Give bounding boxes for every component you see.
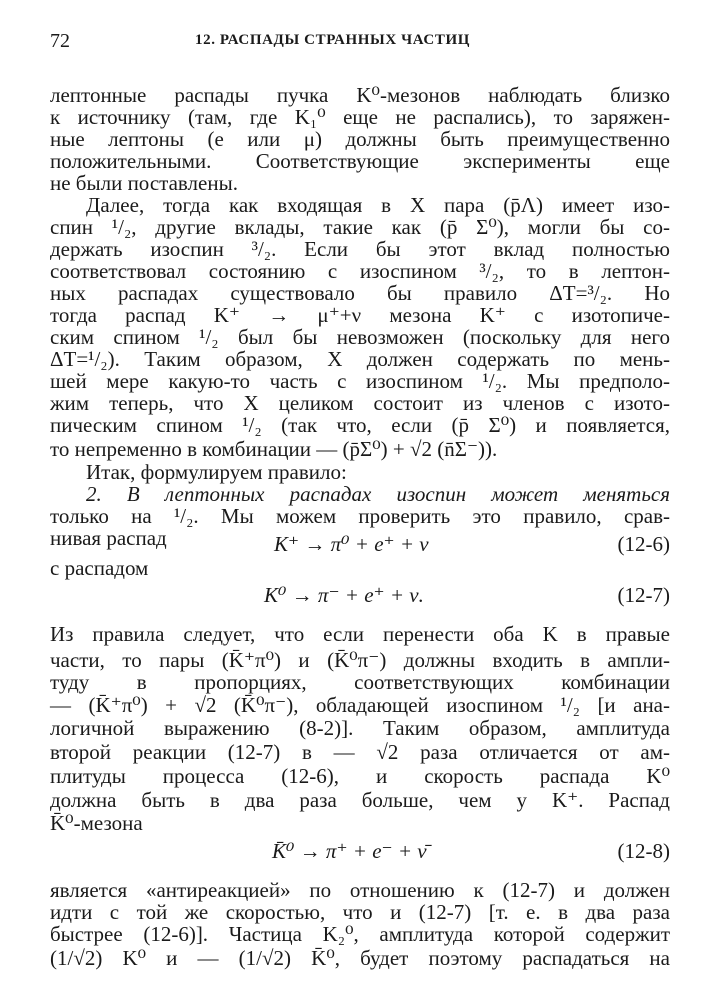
equation-number: (12-6)	[617, 532, 670, 556]
text-line: соответствовал состоянию с изоспином ³/₂, то в лептон-	[50, 259, 670, 283]
text-line: шей мере какую-то часть с изоспином ¹/₂. Мы предполо-	[50, 369, 670, 393]
text-line: Итак, формулируем правило:	[86, 460, 347, 484]
text-line: идти с той же скоростью, что и (12-7) [т. е. в два раза	[50, 900, 670, 924]
equation-12-6	[50, 530, 670, 558]
text-line: положительными. Соответствующие эксперименты еще	[50, 149, 670, 173]
text-line: пическим спином ¹/₂ (так что, если (p̄ Σ⁰) и появляется,	[50, 413, 670, 437]
equation-formula: K⁰ → π⁻ + e⁺ + ν.	[264, 583, 424, 607]
text-line: лептонные распады пучка K⁰-мезонов наблюдать близко	[50, 83, 670, 107]
text-line: быстрее (12-6)]. Частица K₂⁰, амплитуда которой содержит	[50, 922, 670, 946]
text-line: ных распадах существовало бы правило ΔT=³/₂. Но	[50, 281, 670, 305]
text-line: Из правила следует, что если перенести оба K в правые	[50, 622, 670, 646]
running-title: 12. РАСПАДЫ СТРАННЫХ ЧАСТИЦ	[195, 32, 470, 48]
text-line: должна быть в два раза больше, чем у K⁺. Распад	[50, 788, 670, 812]
text-line: жим теперь, что X целиком состоит из членов с изото-	[50, 391, 670, 415]
text-line: второй реакции (12-7) в — √2 раза отличается от ам-	[50, 740, 670, 764]
text-line: ные лептоны (e или μ) должны быть преимущественно	[50, 127, 670, 151]
text-line: логичной выражению (8-2)]. Таким образом, амплитуда	[50, 716, 670, 740]
text-line: (1/√2) K⁰ и — (1/√2) K̄⁰, будет поэтому распадаться на	[50, 946, 670, 970]
page-number: 72	[50, 30, 70, 52]
text-line: плитуды процесса (12-6), и скорость распада K⁰	[50, 764, 670, 788]
text-line: является «антиреакцией» по отношению к (12-7) и должен	[50, 878, 670, 902]
text-line: K̄⁰-мезона	[50, 811, 143, 835]
equation-formula: K⁺ → π⁰ + e⁺ + ν	[274, 532, 429, 556]
text-line: то непременно в комбинации — (p̄Σ⁰) + √2 (n̄Σ⁻)).	[50, 437, 498, 461]
equation-number: (12-7)	[617, 583, 670, 607]
text-line: с распадом	[50, 556, 149, 580]
text-line: не были поставлены.	[50, 171, 238, 195]
text-line: ским спином ¹/₂ был бы невозможен (поскольку для него	[50, 325, 670, 349]
text-line: — (K̄⁺π⁰) + √2 (K̄⁰π⁻), обладающей изоспином ¹/₂ [и ана-	[50, 693, 670, 717]
text-line: Далее, тогда как входящая в X пара (p̄Λ) имеет изо-	[86, 193, 670, 217]
text-line: 2. В лептонных распадах изоспин может меняться	[86, 482, 670, 506]
equation-number: (12-8)	[617, 839, 670, 863]
text-line: только на ¹/₂. Мы можем проверить это правило, срав-	[50, 504, 670, 528]
equation-12-8	[50, 837, 670, 865]
text-line: спин ¹/₂, другие вклады, такие как (p̄ Σ⁰), могли бы со-	[50, 215, 670, 239]
text-line: тогда распад K⁺ → μ⁺+ν мезона K⁺ с изотопиче-	[50, 303, 670, 327]
equation-formula: K̄⁰ → π⁺ + e⁻ + ν̄	[272, 839, 427, 863]
text-line: нивая распад	[50, 526, 167, 550]
text-line: к источнику (там, где K₁⁰ еще не распались), то заряжен-	[50, 105, 670, 129]
text-line: ΔT=¹/₂). Таким образом, X должен содержать по мень-	[50, 347, 670, 371]
text-line: держать изоспин ³/₂. Если бы этот вклад полностью	[50, 237, 670, 261]
text-line: части, то пары (K̄⁺π⁰) и (K̄⁰π⁻) должны входить в ампли-	[50, 648, 670, 672]
text-line: туду в пропорциях, соответствующих комбинации	[50, 670, 670, 694]
equation-12-7	[50, 581, 670, 609]
